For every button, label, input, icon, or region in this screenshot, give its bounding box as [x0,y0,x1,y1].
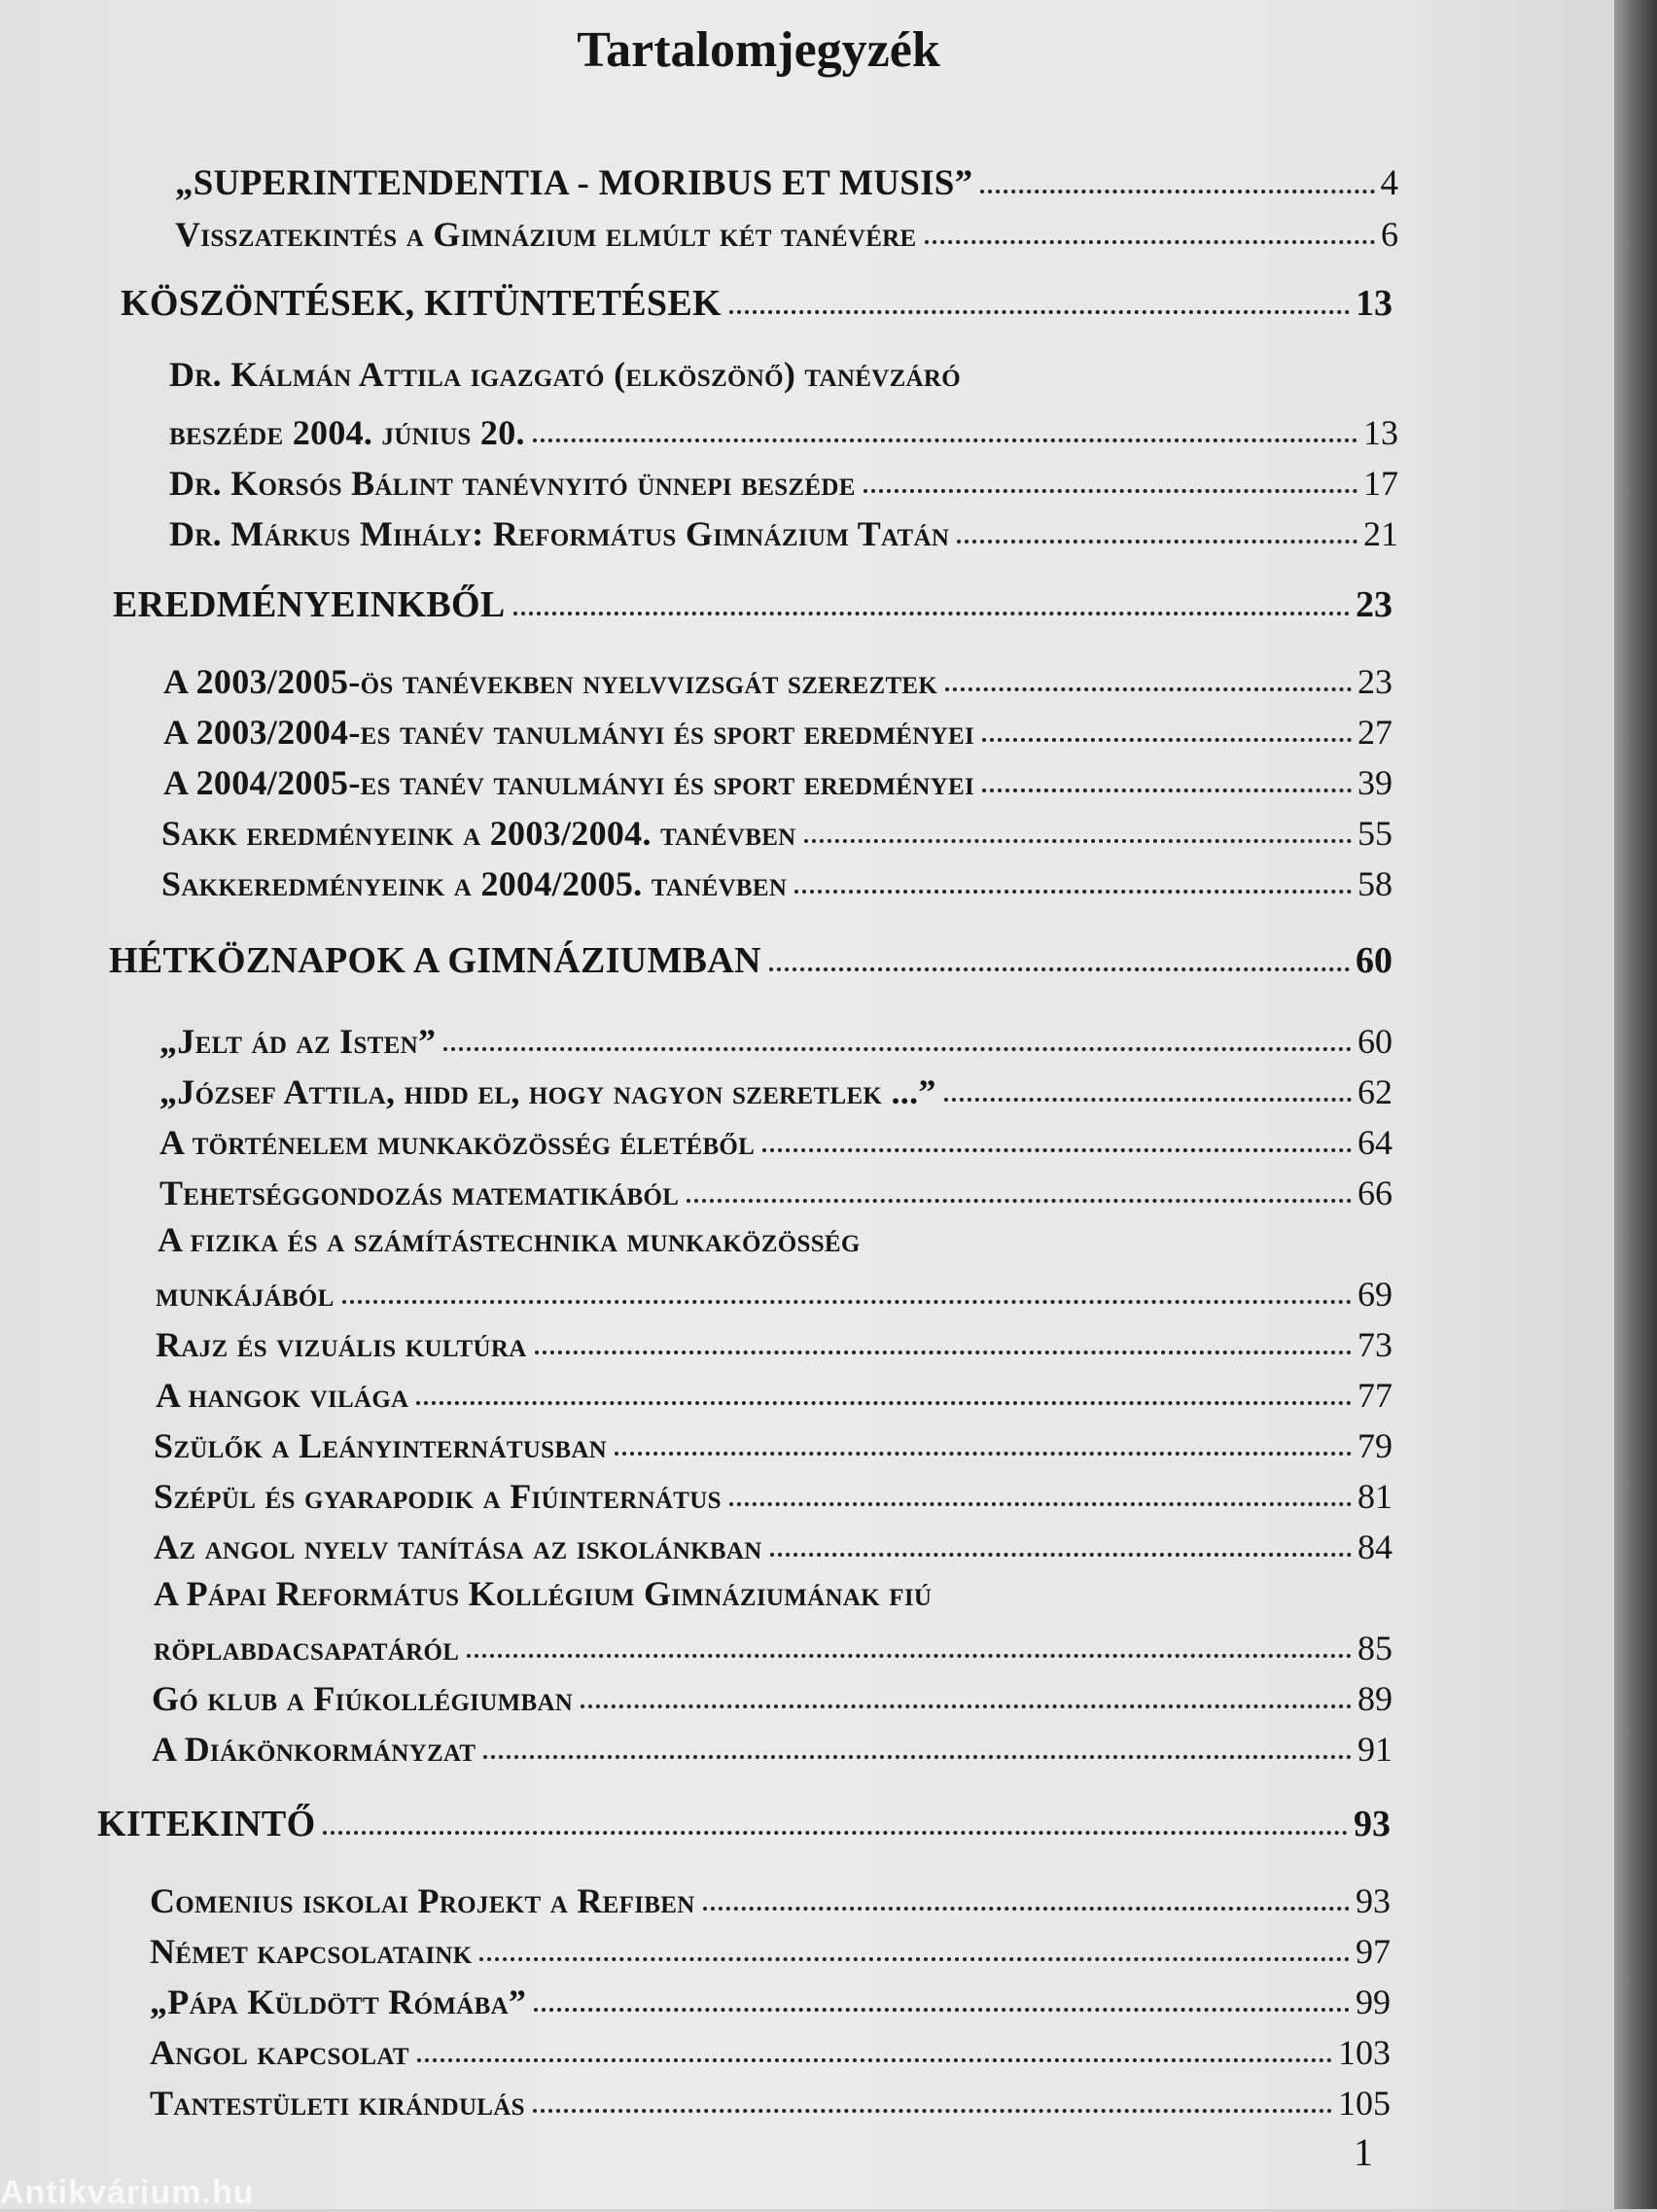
toc-entry-title: „SUPERINTENDENTIA - MORIBUS ET MUSIS” [175,163,973,203]
leader-dots [925,240,1376,244]
leader-dots [323,1831,1348,1835]
toc-entry-page: 91 [1357,1730,1393,1769]
leader-dots [864,489,1357,493]
toc-entry-title: Dr. Korsós Bálint tanévnyitó ünnepi beszéde [169,464,856,503]
toc-section-title: KÖSZÖNTÉSEK, KITÜNTETÉSEK [121,283,722,324]
leader-dots [703,1907,1350,1911]
toc-entry [154,1416,1393,1466]
toc-entry [159,1062,1393,1112]
toc-entry [161,803,1393,854]
toc-entry-title: Német kapcsolataink [150,1932,473,1971]
toc-entry-title: Tantestületi kirándulás [150,2084,525,2123]
toc-entry-page: 73 [1357,1325,1393,1364]
toc-section [109,931,1393,982]
toc-entry-page: 17 [1363,464,1398,503]
toc-entry [163,753,1393,803]
toc-section-page: 93 [1354,1804,1391,1844]
toc-entry [152,1719,1393,1770]
toc-entry-title: Sakkeredményeink a 2004/2005. tanévben [161,864,788,903]
toc-entry-page: 81 [1357,1477,1393,1516]
leader-dots [535,1351,1352,1354]
toc-entry-title: A 2003/2004-es tanév tanulmányi és sport eredményei [163,713,974,752]
toc-entry [154,1618,1393,1668]
toc-entry-title: A hangok világa [156,1376,409,1415]
toc-entry-page: 69 [1357,1275,1393,1314]
toc-entry-title-line: A Pápai Református Kollégium Gimnáziumának fiú [154,1574,933,1613]
toc-entry-page: 103 [1338,2033,1391,2072]
toc-entry [169,453,1398,504]
leader-dots [416,1401,1352,1405]
toc-entry [175,204,1398,255]
leader-dots [762,1148,1352,1152]
toc-entry-page: 79 [1357,1426,1393,1465]
toc-entry [159,1112,1393,1163]
leader-dots [513,612,1350,615]
watermark-text: Antikvárium.hu [0,2174,255,2211]
page-number: 1 [1354,2130,1373,2174]
toc-entry-title: Angol kapcsolat [150,2033,409,2072]
leader-dots [982,738,1352,742]
toc-entry-title-line: A fizika és a számítástechnika munkaközösség [158,1220,861,1259]
toc-entry [154,1466,1393,1517]
toc-entry [156,1315,1393,1365]
toc-section-page: 23 [1356,584,1393,625]
toc-entry [159,1163,1393,1213]
toc-entry-page: 89 [1357,1679,1393,1718]
toc-entry-page: 84 [1357,1527,1393,1566]
leader-dots [533,439,1357,442]
toc-entry-title: Szépül és gyarapodik a Fiúinternátus [154,1477,722,1516]
toc-entry [150,2022,1391,2073]
toc-entry-title: Dr. Márkus Mihály: Református Gimnázium Tatán [169,514,950,553]
toc-entry-page: 60 [1357,1022,1393,1061]
toc-section-page: 60 [1356,940,1393,981]
toc-entry-page: 23 [1357,662,1393,701]
toc-entry [154,1517,1393,1567]
toc-entry-title: „Pápa Küldött Rómába” [150,1983,527,2021]
toc-entry-page: 64 [1357,1123,1393,1162]
leader-dots [957,540,1357,544]
toc-entry-page: 13 [1363,413,1398,452]
toc-entry-page: 6 [1381,215,1398,254]
toc-section [97,1795,1391,1845]
toc-entry-page: 66 [1357,1174,1393,1212]
toc-entry-page: 99 [1356,1983,1391,2021]
toc-entry-title: Az angol nyelv tanítása az iskolánkban [154,1527,762,1566]
leader-dots [467,1654,1352,1658]
leader-dots [944,1098,1352,1102]
toc-entry-title: „József Attila, hidd el, hogy nagyon szeretlek ...” [159,1072,936,1111]
page-title: Tartalomjegyzék [577,22,940,78]
toc-entry [152,1668,1393,1719]
toc-entry-title: A 2004/2005-es tanév tanulmányi és sport eredményei [163,763,974,802]
toc-entry [163,702,1393,753]
toc-entry-title: munkájából [156,1275,335,1314]
toc-entry [169,504,1398,554]
leader-dots [581,1704,1352,1708]
toc-entry-title: Tehetséggondozás matematikából [159,1174,680,1212]
leader-dots [687,1199,1352,1203]
leader-dots [982,789,1352,792]
toc-section-page: 13 [1356,283,1393,324]
toc-entry-title: A 2003/2005-ös tanévekben nyelvvizsgát szereztek [163,662,938,701]
leader-dots [770,1553,1352,1557]
leader-dots [533,2109,1332,2113]
toc-entry-page: 55 [1357,814,1393,853]
toc-section-title: KITEKINTŐ [97,1804,316,1844]
toc-entry [159,1011,1393,1062]
toc-entry-title: röplabdacsapatáról [154,1629,460,1668]
toc-section-title: HÉTKÖZNAPOK A GIMNÁZIUMBAN [109,940,761,981]
toc-entry-page: 93 [1356,1881,1391,1920]
leader-dots [729,310,1350,314]
toc-entry [175,154,1398,204]
book-spine-shadow [1614,0,1657,2209]
toc-entry-title-line: Dr. Kálmán Attila igazgató (elköszönő) tanévzáró [169,355,962,394]
toc-entry-title: A Diákönkormányzat [152,1730,476,1769]
leader-dots [534,2008,1350,2012]
toc-entry-page: 105 [1338,2084,1391,2123]
toc-entry [150,2073,1391,2124]
leader-dots [769,967,1350,971]
toc-entry [156,1264,1393,1315]
leader-dots [804,839,1352,843]
toc-entry [161,854,1393,904]
toc-entry-page: 27 [1357,713,1393,752]
leader-dots [342,1300,1352,1304]
toc-entry-title: beszéde 2004. június 20. [169,413,525,452]
toc-entry [150,1871,1391,1921]
toc-entry-title: Rajz és vizuális kultúra [156,1325,527,1364]
leader-dots [443,1047,1352,1051]
toc-entry-title: Szülők a Leányinternátusban [154,1426,608,1465]
toc-entry [150,1921,1391,1972]
toc-entry-page: 77 [1357,1376,1393,1415]
toc-section [113,576,1393,626]
leader-dots [483,1755,1352,1759]
toc-entry-page: 39 [1357,763,1393,802]
leader-dots [945,687,1352,691]
leader-dots [417,2058,1332,2062]
toc-entry-page: 85 [1357,1629,1393,1668]
toc-entry-title: Comenius iskolai Projekt a Refiben [150,1881,695,1920]
toc-entry-title: Gó klub a Fiúkollégiumban [152,1679,574,1718]
toc-entry-title: A történelem munkaközösség életéből [159,1123,756,1162]
toc-entry-title: „Jelt ád az Isten” [159,1022,437,1061]
leader-dots [479,1957,1350,1961]
toc-entry [156,1365,1393,1416]
toc-entry-title: Sakk eredményeink a 2003/2004. tanévben [161,814,796,853]
leader-dots [615,1452,1352,1456]
toc-entry-page: 62 [1357,1072,1393,1111]
toc-entry [169,403,1398,453]
toc-entry [150,1972,1391,2022]
toc-entry-page: 97 [1356,1932,1391,1971]
leader-dots [980,190,1374,193]
toc-entry [163,651,1393,702]
toc-section-title: EREDMÉNYEINKBŐL [113,584,506,625]
toc-entry-page: 58 [1357,864,1393,903]
toc-entry-page: 21 [1363,514,1398,553]
toc-section [121,274,1393,325]
leader-dots [794,890,1352,894]
toc-entry-title: Visszatekintés a Gimnázium elmúlt két tanévére [175,215,917,254]
toc-entry-page: 4 [1380,163,1398,203]
leader-dots [729,1502,1352,1506]
